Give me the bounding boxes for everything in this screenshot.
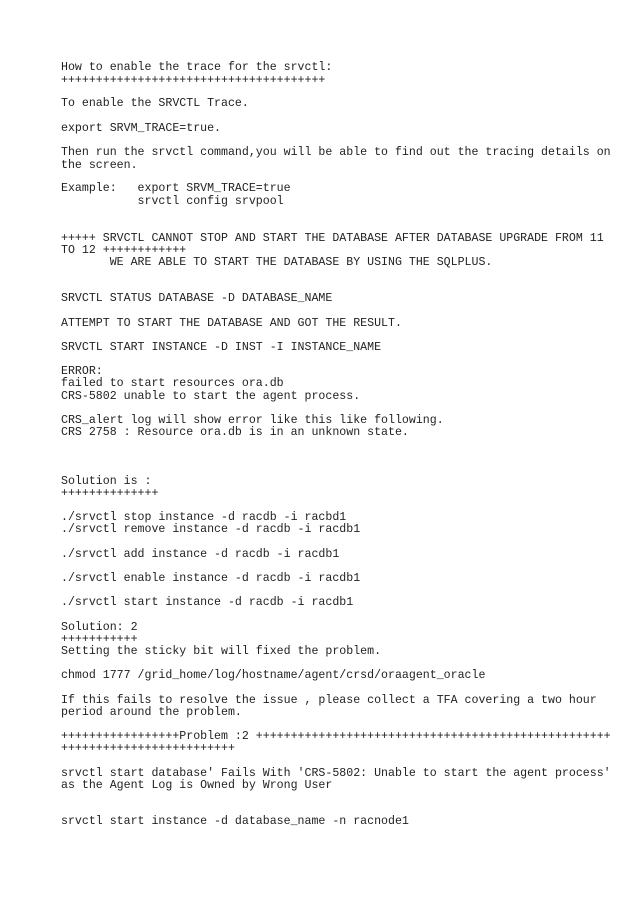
code-line: ./srvctl stop instance -d racdb -i racbd1: [61, 511, 347, 524]
code-line: SRVCTL START INSTANCE -D INST -I INSTANCE_NAME: [61, 341, 382, 354]
heading-problem-2: +++++++++++++++++Problem :2 +++++++++++++++++++++++++++++++++++++++++++++++++++: [61, 730, 611, 743]
separator-line: ++++++++++++++++++++++++++++++++++++++: [61, 74, 326, 87]
error-line: CRS-5802 unable to start the agent process.: [61, 390, 361, 403]
code-line: ./srvctl start instance -d racdb -i racdb1: [61, 596, 354, 609]
text-line: If this fails to resolve the issue , please collect a TFA covering a two hour: [61, 694, 597, 707]
example-line: srvctl config srvpool: [61, 195, 284, 208]
code-line: export SRVM_TRACE=true.: [61, 122, 222, 135]
heading-trace: How to enable the trace for the srvctl:: [61, 61, 333, 74]
text-line: the screen.: [61, 159, 138, 172]
text-line: Setting the sticky bit will fixed the problem.: [61, 645, 382, 658]
text-line: as the Agent Log is Owned by Wrong User: [61, 779, 333, 792]
heading-problem-1: +++++ SRVCTL CANNOT STOP AND START THE DATABASE AFTER DATABASE UPGRADE FROM 11: [61, 232, 604, 245]
text-line: period around the problem.: [61, 706, 242, 719]
heading-solution: Solution is :: [61, 475, 152, 488]
heading-problem-1: TO 12 ++++++++++++: [61, 244, 187, 257]
code-line: ./srvctl add instance -d racdb -i racdb1: [61, 548, 340, 561]
code-line: chmod 1777 /grid_home/log/hostname/agent/crsd/oraagent_oracle: [61, 669, 486, 682]
text-line: CRS_alert log will show error like this like following.: [61, 414, 444, 427]
separator-line: ++++++++++++++: [61, 487, 159, 500]
code-line: ./srvctl remove instance -d racdb -i racdb1: [61, 523, 361, 536]
heading-solution-2: Solution: 2: [61, 621, 138, 634]
example-line: Example: export SRVM_TRACE=true: [61, 182, 291, 195]
text-line: CRS 2758 : Resource ora.db is in an unknown state.: [61, 426, 409, 439]
code-line: SRVCTL STATUS DATABASE -D DATABASE_NAME: [61, 292, 333, 305]
text-line: Then run the srvctl command,you will be able to find out the tracing details on: [61, 146, 611, 159]
code-line: ./srvctl enable instance -d racdb -i racdb1: [61, 572, 361, 585]
text-line: ATTEMPT TO START THE DATABASE AND GOT THE RESULT.: [61, 317, 402, 330]
text-line: srvctl start database' Fails With 'CRS-5802: Unable to start the agent process': [61, 767, 611, 780]
text-line: WE ARE ABLE TO START THE DATABASE BY USING THE SQLPLUS.: [61, 256, 493, 269]
code-line: srvctl start instance -d database_name -n racnode1: [61, 815, 409, 828]
error-line: ERROR:: [61, 365, 103, 378]
separator-line: +++++++++++++++++++++++++: [61, 742, 235, 755]
separator-line: +++++++++++: [61, 633, 138, 646]
error-line: failed to start resources ora.db: [61, 377, 284, 390]
text-line: To enable the SRVCTL Trace.: [61, 97, 249, 110]
